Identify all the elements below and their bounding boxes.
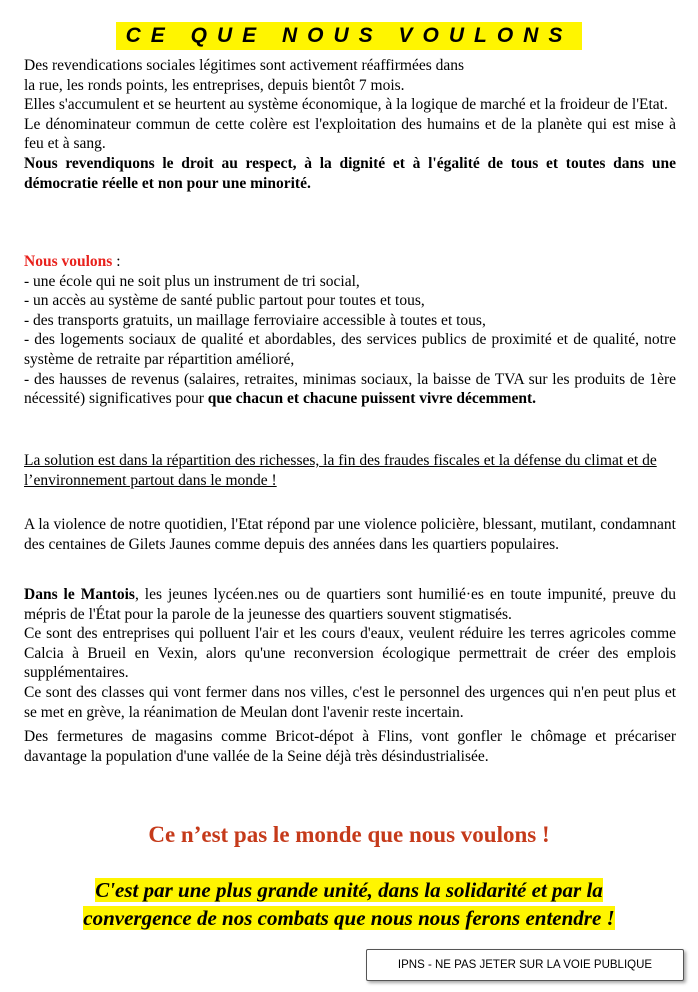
wants-heading-colon: : (112, 253, 121, 270)
solution-section (24, 451, 676, 490)
wants-item: - des transports gratuits, un maillage ferroviaire accessible à toutes et tous, (24, 311, 486, 329)
title-block (0, 22, 698, 50)
ipns-footer-text: IPNS - NE PAS JETER SUR LA VOIE PUBLIQUE (397, 959, 653, 971)
mantois-paragraph-4: Des fermetures de magasins comme Bricot-dépot à Flins, vont gonfler le chômage et précariser davantage la population d'une vallée de la Seine déjà très désindustrialisée. (24, 728, 676, 765)
violence-section (24, 515, 676, 554)
intro-section (24, 56, 676, 193)
intro-line-1: Des revendications sociales légitimes sont activement réaffirmées dans (24, 57, 465, 74)
mantois-bold: Dans le Mantois (24, 586, 135, 603)
wants-section (24, 252, 676, 409)
wants-heading: Nous voulons (24, 253, 113, 270)
closing-line-2: convergence de nos combats que nous nous ferons entendre ! (83, 906, 615, 930)
mantois-text: , les jeunes lycéen.nes ou de quartiers sont humilié·es en toute impunité, preuve du mépris de l'État pour la parole de la jeunesse des quartiers souvent stigmatisés. (24, 586, 676, 623)
closing-block (0, 876, 698, 932)
slogan: Ce n’est pas le monde que nous voulons ! (148, 822, 550, 847)
wants-item-last-bold: que chacun et chacune puissent vivre décemment. (207, 390, 537, 408)
mantois-paragraph (24, 585, 676, 624)
intro-paragraph-2: Elles s'accumulent et se heurtent au système économique, à la logique de marché et la froideur de l'Etat. (24, 96, 668, 114)
intro-line-2: la rue, les ronds points, les entreprises, depuis bientôt 7 mois. (24, 76, 405, 94)
closing-line-1: C'est par une plus grande unité, dans la solidarité et par la (95, 878, 603, 902)
mantois-section (24, 585, 676, 766)
mantois-paragraph-2: Ce sont des entreprises qui polluent l'air et les cours d'eaux, veulent réduire les terres agricoles comme Calcia à Brueil en Vexin, alors qu'une reconversion écologique permettrait de créer des emplois supplémentaires. (24, 625, 676, 682)
intro-paragraph-3: Le dénominateur commun de cette colère est l'exploitation des humains et de la planète qui est mise à feu et à sang. (24, 115, 676, 153)
intro-demand-bold: Nous revendiquons le droit au respect, à la dignité et à l'égalité de tous et toutes dans une démocratie réelle et non pour une minorité. (24, 154, 676, 192)
wants-item: - un accès au système de santé public partout pour toutes et tous, (24, 292, 425, 310)
wants-item-last (24, 370, 676, 409)
wants-item-last-text: - des hausses de revenus (salaires, retraites, minimas sociaux, la baisse de TVA sur les produits de 1ère nécessité) significatives pour (24, 370, 676, 408)
wants-item: - des logements sociaux de qualité et abordables, des services publics de proximité et de qualité, notre système de retraite par répartition amélioré, (24, 331, 676, 368)
violence-paragraph: A la violence de notre quotidien, l'Etat répond par une violence policière, blessant, mutilant, condamnant des centaines de Gilets Jaunes comme depuis des années dans les quartiers populaires. (24, 516, 676, 553)
mantois-paragraph-3: Ce sont des classes qui vont fermer dans nos villes, c'est le personnel des urgences qui n'en peut plus et se met en grève, la réanimation de Meulan dont l'avenir reste incertain. (24, 683, 676, 721)
solution-statement: La solution est dans la répartition des richesses, la fin des fraudes fiscales et la défense du climat et de l’environnement partout dans le monde ! (24, 452, 657, 489)
wants-heading-line (24, 252, 676, 272)
ipns-footer-box (366, 949, 684, 981)
page-title: CE QUE NOUS VOULONS (116, 22, 583, 50)
wants-item: - une école qui ne soit plus un instrument de tri social, (24, 272, 360, 290)
